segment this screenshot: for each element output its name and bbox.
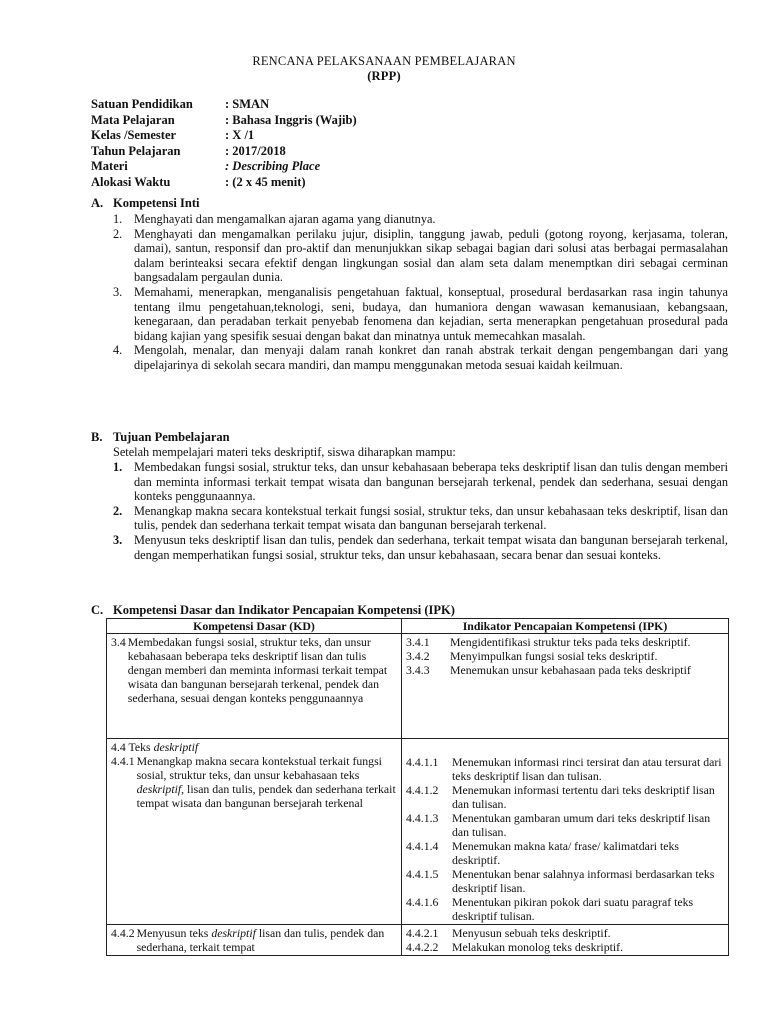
section-a-heading: A. Kompetensi Inti: [91, 196, 200, 210]
indicator-item: 4.4.2.2 Melakukan monolog teks deskriptif.: [406, 940, 624, 954]
indicator-item: 4.4.1.6 Menentukan pikiran pokok dari suatu paragraf teks deskriptif tulisan.: [406, 895, 694, 923]
section-b-intro: Setelah mempelajari materi teks deskriptif, siswa diharapkan mampu:: [113, 445, 456, 459]
meta-label: Mata Pelajaran: [91, 112, 175, 127]
meta-value: : (2 x 45 menit): [225, 174, 306, 189]
list-item: 2. Menghayati dan mengamalkan perilaku jujur, disiplin, tanggung jawab, peduli (gotong royong, kerjasama, toleran, damai), santun, responsif dan pro-aktif dan menunjukkan sikap sebagai bagian dari solusi atas berbagai permasalahan dalam berinteaksi secara efektif dengan lingkungan sosial dan alam seta dalam menemptkan diri sebagai cerminan bangsadalam pergaulan dunia.: [113, 226, 728, 285]
meta-label: Materi: [91, 159, 128, 174]
section-b-heading: B. Tujuan Pembelajaran: [91, 430, 230, 444]
table-header-row: [107, 619, 729, 634]
column-header-kd: Kompetensi Dasar (KD): [107, 619, 402, 634]
list-item: 2. Menangkap makna secara kontekstual terkait fungsi sosial, struktur teks, dan unsur kebahasaan teks deskriptif, lisan dan tulis, pendek dan sederhana terkait tempat wisata dan bangunan bersejarah terkenal.: [113, 503, 728, 533]
meta-label: Kelas /Semester: [91, 128, 177, 143]
meta-row: [91, 128, 357, 144]
meta-value: : Describing Place: [225, 159, 321, 174]
meta-row: [91, 175, 357, 191]
section-c-heading: C. Kompetensi Dasar dan Indikator Pencapaian Kompetensi (IPK): [91, 603, 455, 617]
meta-value: : Bahasa Inggris (Wajib): [225, 112, 357, 127]
document-subtitle: (RPP): [367, 69, 401, 83]
meta-value: : SMAN: [225, 97, 270, 111]
kd-cell: 4.4.2 Menyusun teks deskriptif lisan dan tulis, pendek dan sederhana, terkait tempat: [107, 925, 402, 956]
table-row: [107, 925, 729, 956]
indicator-item: 4.4.2.1 Menyusun sebuah teks deskriptif.: [406, 926, 611, 940]
indicator-item: 4.4.1.4 Menemukan makna kata/ frase/ kalimatdari teks deskriptif.: [406, 839, 680, 867]
meta-label: Alokasi Waktu: [91, 174, 171, 189]
identity-block: [91, 97, 357, 191]
meta-label: Tahun Pelajaran: [91, 143, 181, 158]
section-b-list: [113, 460, 728, 562]
meta-row: [91, 97, 357, 113]
indicator-item: 3.4.3 Menemukan unsur kebahasaan pada teks deskriptif: [406, 663, 691, 677]
column-header-ipk: Indikator Pencapaian Kompetensi (IPK): [402, 619, 729, 634]
document-title: RENCANA PELAKSANAAN PEMBELAJARAN: [252, 54, 516, 68]
table-row: [107, 739, 729, 925]
indicator-item: 3.4.1 Mengidentifikasi struktur teks pada teks deskriptif.: [406, 635, 691, 649]
ipk-cell: [402, 634, 729, 739]
list-item: 3. Memahami, menerapkan, menganalisis pengetahuan faktual, konseptual, prosedural berdasarkan rasa ingin tahunya tentang ilmu pengetahuan,teknologi, seni, budaya, dan humaniora dengan wawasan kemanusiaan, kebangsaan, kenegaraan, dan peradaban terkait penyebab fenomena dan kejadian, serta menerapkan pengetahuan prosedural pada bidang kajian yang spesifik sesuai dengan bakat dan minatnya untuk memecahkan masalah.: [113, 284, 728, 343]
meta-value: : X /1: [225, 128, 255, 143]
indicator-item: 4.4.1.1 Menemukan informasi rinci tersirat dan atau tersurat dari teks deskriptif lisan dan tulisan.: [406, 755, 722, 783]
meta-row: [91, 144, 357, 160]
ipk-cell: [402, 739, 729, 925]
competency-table: [106, 618, 729, 956]
kd-cell: 3.4 Membedakan fungsi sosial, struktur teks, dan unsur kebahasaan beberapa teks deskriptif lisan dan tulis dengan memberi dan meminta informasi terkait tempat wisata dan bangunan bersejarah terkenal, pendek dan sederhana, sesuai dengan konteks penggunaannya: [107, 634, 402, 739]
ipk-cell: [402, 925, 729, 956]
meta-label: Satuan Pendidikan: [91, 97, 193, 111]
indicator-item: 3.4.2 Menyimpulkan fungsi sosial teks deskriptif.: [406, 649, 658, 663]
meta-value: : 2017/2018: [225, 143, 286, 158]
kd-cell: 4.4 Teks deskriptif 4.4.1 Menangkap makna secara kontekstual terkait fungsi sosial, struktur teks, dan unsur kebahasaan teks deskriptif, lisan dan tulis, pendek dan sederhana terkait tempat wisata dan bangunan bersejarah terkenal: [107, 739, 402, 925]
indicator-item: 4.4.1.5 Menentukan benar salahnya informasi berdasarkan teks deskriptif lisan.: [406, 867, 715, 895]
section-a-list: [113, 212, 728, 373]
list-item: 1. Menghayati dan mengamalkan ajaran agama yang dianutnya.: [113, 212, 436, 226]
list-item: 3. Menyusun teks deskriptif lisan dan tulis, pendek dan sederhana, terkait tempat wisata dan bangunan bersejarah terkenal, dengan memperhatikan fungsi sosial, struktur teks, dan unsur kebahasaan, secara benar dan sesuai konteks.: [113, 532, 728, 562]
list-item: 1. Membedakan fungsi sosial, struktur teks, dan unsur kebahasaan beberapa teks deskriptif lisan dan tulis dengan memberi dan meminta informasi terkait tempat wisata dan bangunan bersejarah terkenal, pendek dan sederhana, sesuai dengan konteks penggunaannya.: [113, 460, 728, 504]
meta-row: [91, 113, 357, 129]
list-item: 4. Mengolah, menalar, dan menyaji dalam ranah konkret dan ranah abstrak terkait dengan pengembangan dari yang dipelajarinya di sekolah secara mandiri, dan mampu menggunakan metoda sesuai kaidah keilmuan.: [113, 343, 728, 372]
table-row: [107, 634, 729, 739]
indicator-item: 4.4.1.3 Menentukan gambaran umum dari teks deskriptif lisan dan tulisan.: [406, 811, 711, 839]
meta-row: [91, 159, 357, 175]
indicator-item: 4.4.1.2 Menemukan informasi tertentu dari teks deskriptif lisan dan tulisan.: [406, 783, 715, 811]
